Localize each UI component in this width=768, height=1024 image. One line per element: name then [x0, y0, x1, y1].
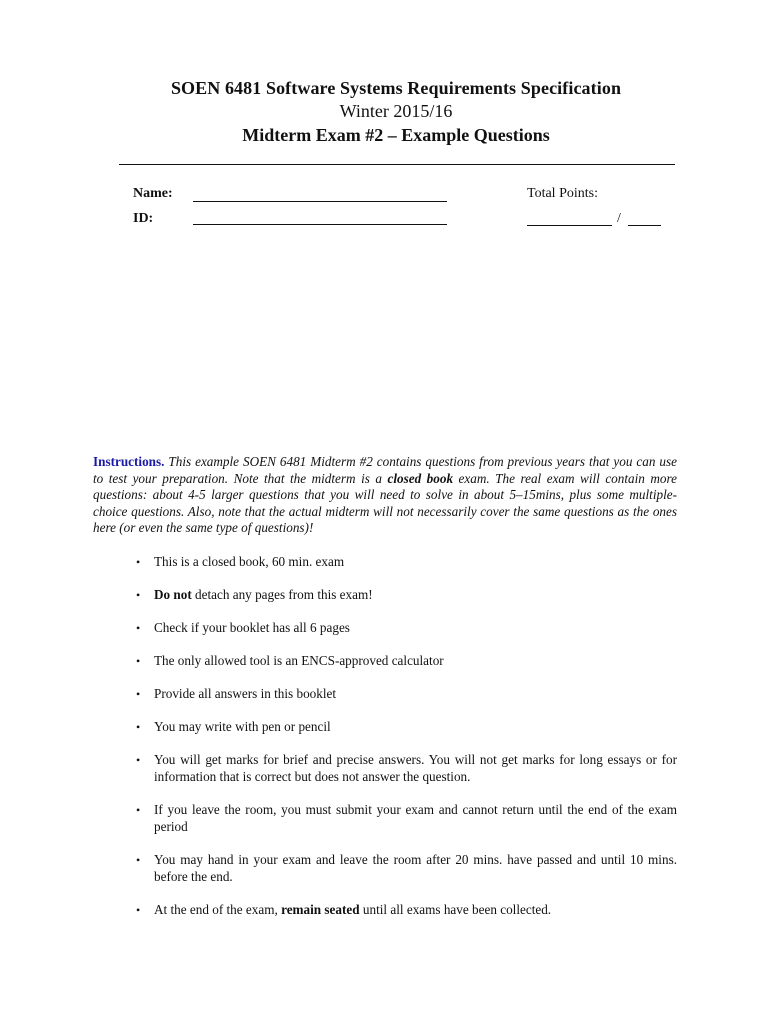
id-label: ID: [133, 211, 154, 226]
bullet-icon: • [136, 588, 141, 602]
bullet-icon: • [136, 555, 141, 569]
rule-text: You will get marks for brief and precise answers. You will not get marks for long essays or for information that is correct but does not answer the question. [154, 752, 677, 784]
bullet-icon: • [136, 621, 141, 635]
rule-text: Provide all answers in this booklet [154, 686, 337, 701]
total-points-label: Total Points: [527, 186, 598, 201]
name-field[interactable] [193, 201, 447, 202]
bullet-icon: • [136, 720, 141, 734]
instructions-text-2: exam. The real exam will contain more questions: about 4-5 larger questions that you will need to solve in about 5–15mins, plus some multiple-choice questions. Also, note that the actual midterm will not necessarily cover the same questions as the ones here (or even the same type of questions)! [93, 470, 678, 535]
bullet-icon: • [136, 903, 141, 917]
rule-text: detach any pages from this exam! [191, 587, 373, 602]
rule-text: The only allowed tool is an ENCS-approved calculator [154, 653, 444, 668]
instructions-paragraph [93, 454, 677, 537]
header-divider [119, 164, 675, 165]
bullet-icon: • [136, 853, 141, 867]
rule-text: until all exams have been collected. [359, 902, 552, 917]
rule-text: You may write with pen or pencil [154, 719, 331, 734]
instructions-heading: Instructions. [93, 454, 165, 469]
course-title: SOEN 6481 Software Systems Requirements Specification [170, 78, 622, 98]
title-block [0, 76, 768, 147]
exam-title: Midterm Exam #2 – Example Questions [242, 125, 550, 145]
points-total-field[interactable] [628, 225, 661, 226]
points-slash: / [617, 211, 621, 226]
instructions-closed-book: closed book [387, 470, 454, 486]
id-field[interactable] [193, 224, 447, 225]
bullet-icon: • [136, 803, 141, 817]
term: Winter 2015/16 [339, 101, 453, 121]
bullet-icon: • [136, 654, 141, 668]
rule-text: This is a closed book, 60 min. exam [154, 554, 345, 569]
rule-text: At the end of the exam, [154, 902, 282, 917]
bullet-icon: • [136, 753, 141, 767]
instructions-text-1: This example SOEN 6481 Midterm #2 contains questions from previous years that you can use to test your preparation. Note that the midterm is a [93, 454, 677, 486]
rule-text: If you leave the room, you must submit your exam and cannot return until the end of the exam period [154, 802, 677, 834]
rule-text: Check if your booklet has all 6 pages [154, 620, 350, 635]
bullet-icon: • [136, 687, 141, 701]
points-earned-field[interactable] [527, 225, 612, 226]
rule-bold: remain seated [281, 902, 360, 917]
name-label: Name: [133, 186, 173, 201]
rule-text: You may hand in your exam and leave the room after 20 mins. have passed and until 10 mins. before the end. [154, 852, 677, 884]
rule-bold: Do not [154, 587, 192, 602]
